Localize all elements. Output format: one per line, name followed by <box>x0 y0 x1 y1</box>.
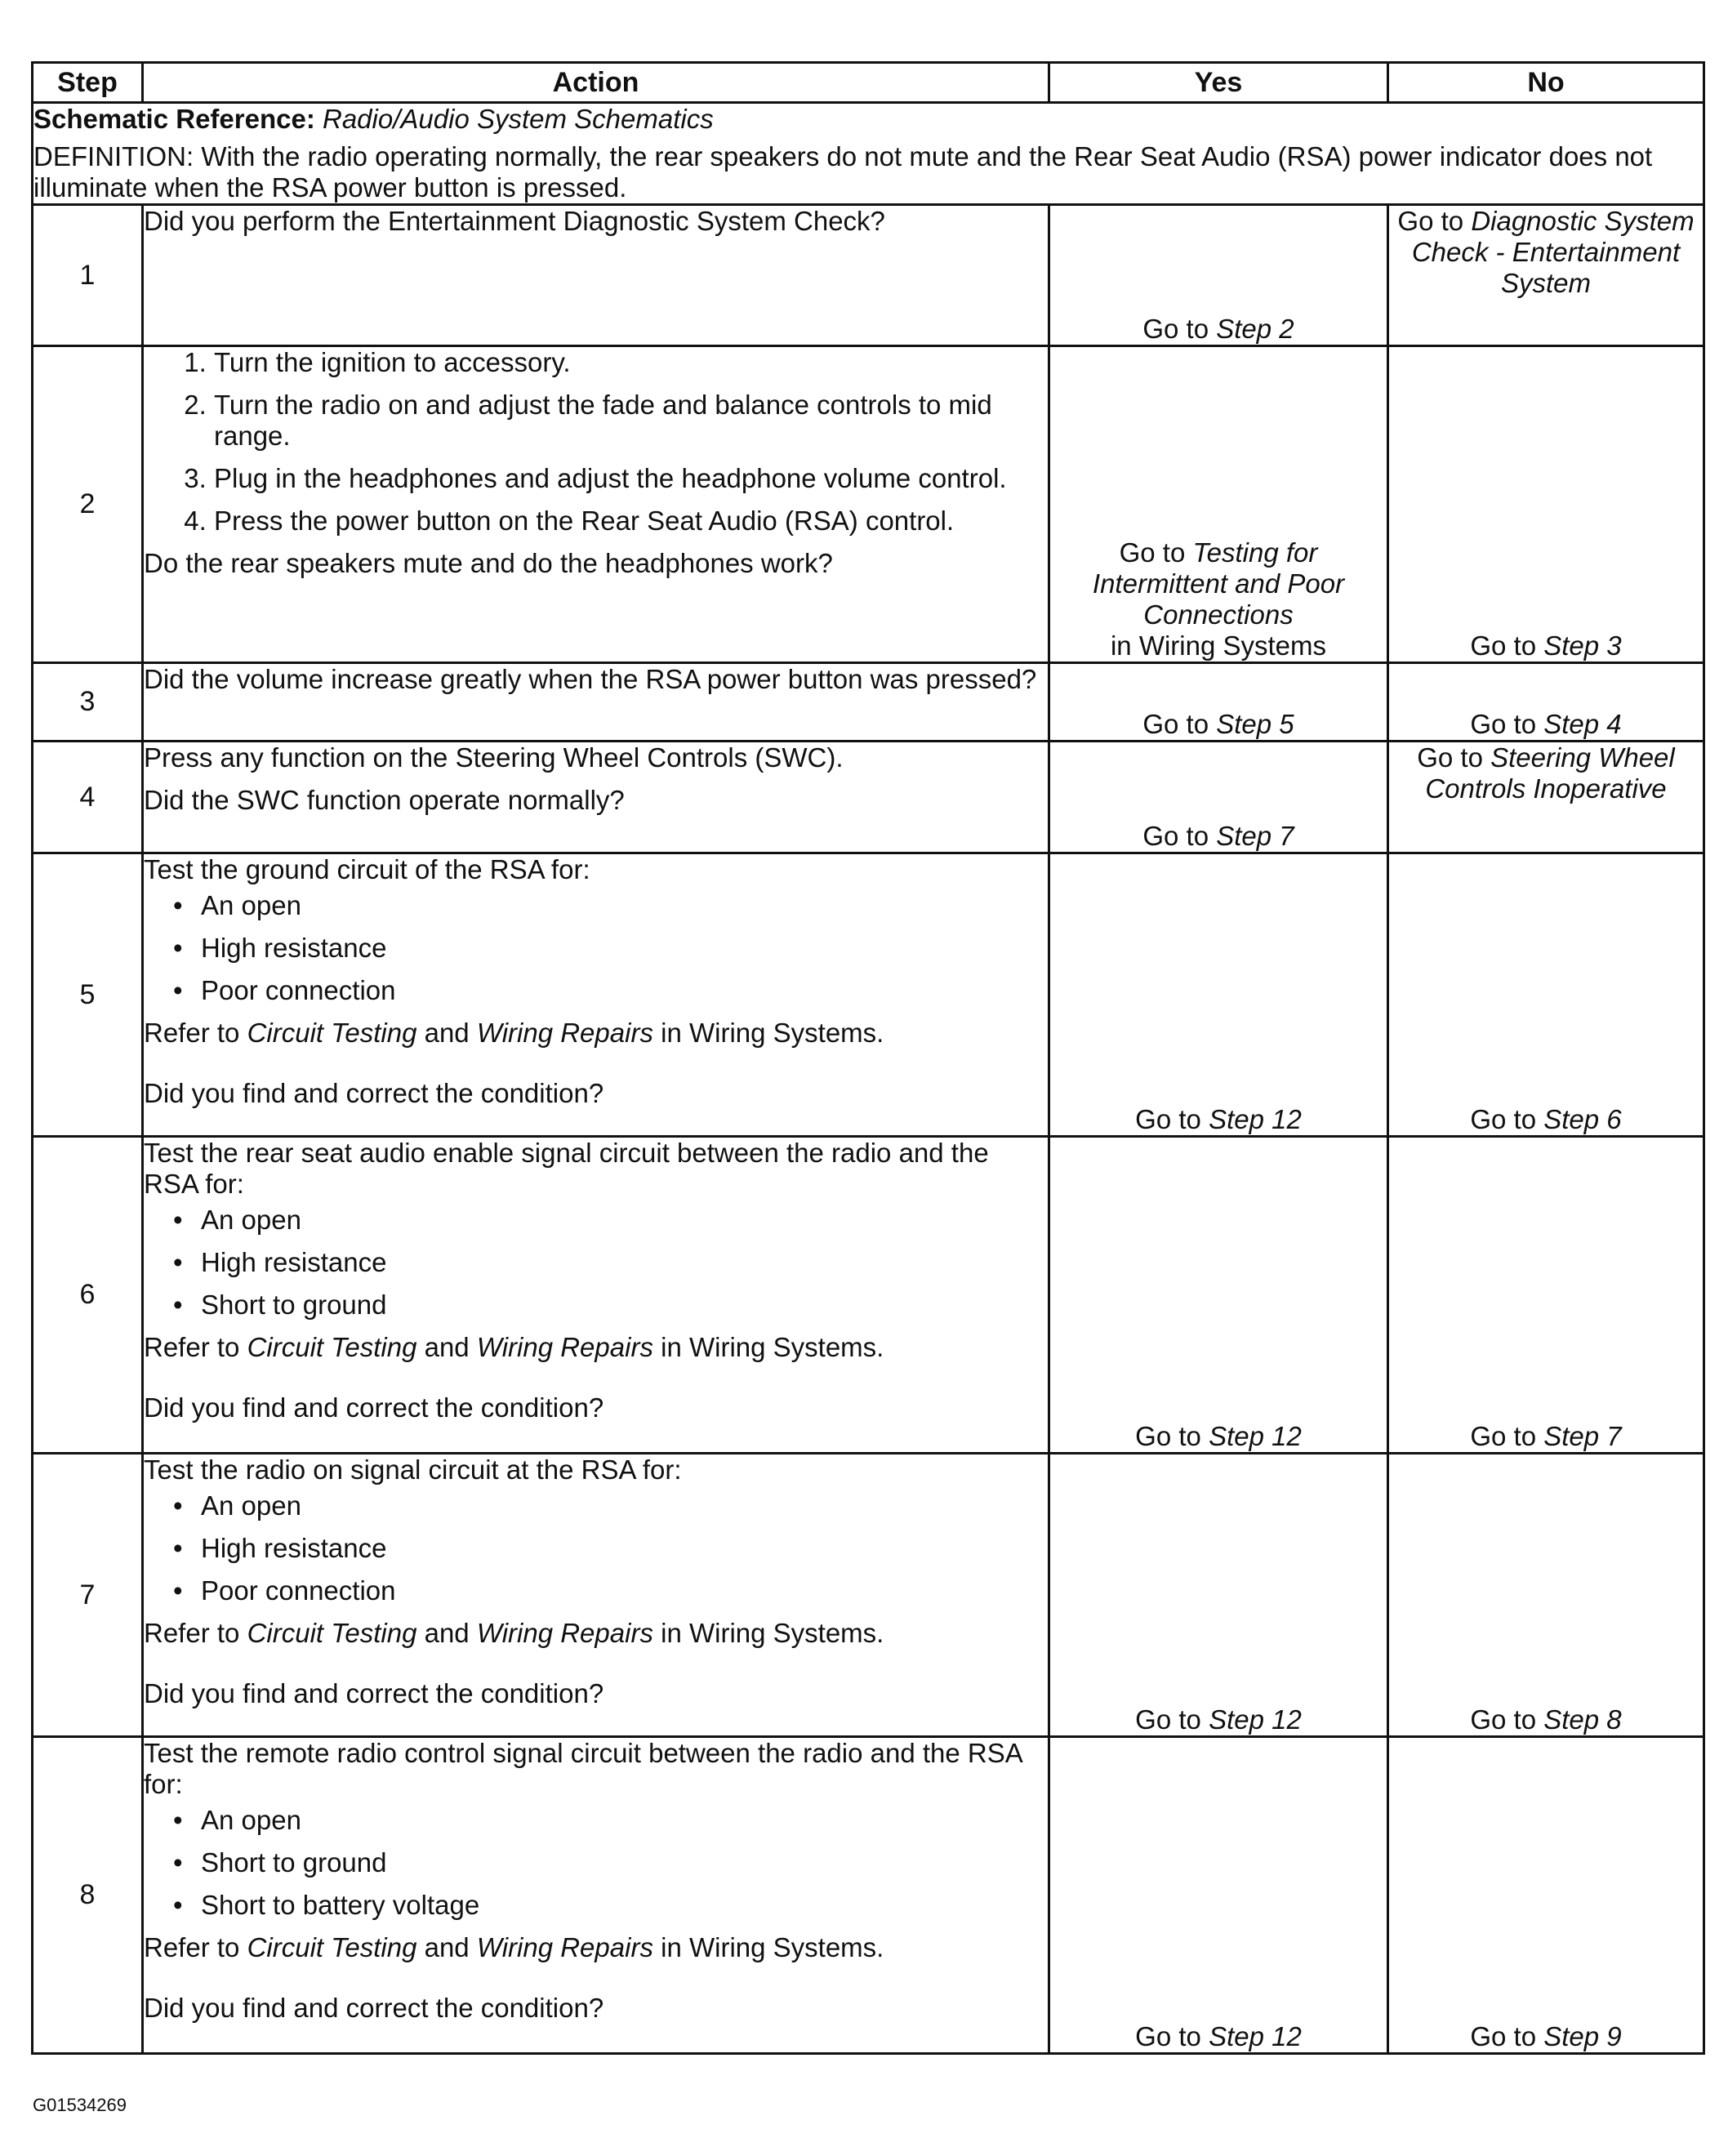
step-number: 8 <box>33 1737 143 2054</box>
step-question: Did you find and correct the condition? <box>144 1993 604 2023</box>
step-instruction: Test the radio on signal circuit at the RSA for: <box>144 1454 682 1485</box>
refer-prefix: Refer to <box>144 1018 247 1048</box>
no-target: Step 4 <box>1543 709 1622 739</box>
reference-row <box>33 103 1704 205</box>
yes-target: Step 5 <box>1216 709 1294 739</box>
refer-link-wiring-repairs: Wiring Repairs <box>476 1618 653 1648</box>
list-item: • An open <box>201 1205 1048 1236</box>
table-row <box>33 1454 1704 1737</box>
step-question: Did you find and correct the condition? <box>144 1392 604 1423</box>
numbered-list <box>144 347 1048 537</box>
step-number: 6 <box>33 1137 143 1454</box>
list-item: • Short to ground <box>201 1847 1048 1878</box>
yes-target: Testing for Intermittent and Poor Connections <box>1092 537 1345 630</box>
no-cell <box>1388 853 1704 1137</box>
step-number: 5 <box>33 853 143 1137</box>
no-cell <box>1388 205 1704 346</box>
schematic-label: Schematic Reference: <box>33 104 315 134</box>
no-target: Steering Wheel Controls Inoperative <box>1425 742 1675 804</box>
list-item: • High resistance <box>201 933 1048 964</box>
action-cell <box>143 853 1049 1137</box>
step-instruction: Test the ground circuit of the RSA for: <box>144 854 590 884</box>
table-row <box>33 853 1704 1137</box>
no-target: Step 9 <box>1543 2021 1622 2051</box>
schematic-reference <box>33 104 1703 135</box>
no-prefix: Go to <box>1417 742 1491 773</box>
list-item: 2. Turn the radio on and adjust the fade and balance controls to mid range. <box>214 390 1048 452</box>
step-number: 1 <box>33 205 143 346</box>
step-question: Did the volume increase greatly when the RSA power button was pressed? <box>144 664 1037 694</box>
table-row <box>33 1137 1704 1454</box>
step-instruction: Test the rear seat audio enable signal circuit between the radio and the RSA for: <box>144 1138 989 1199</box>
yes-prefix: Go to <box>1142 709 1217 739</box>
refer-and: and <box>416 1332 477 1362</box>
bullet-list <box>144 1205 1048 1321</box>
list-item: • Short to battery voltage <box>201 1890 1048 1921</box>
reference-cell <box>33 103 1704 205</box>
step-question: Did the SWC function operate normally? <box>144 785 625 815</box>
no-cell <box>1388 663 1704 742</box>
refer-prefix: Refer to <box>144 1618 247 1648</box>
refer-link-wiring-repairs: Wiring Repairs <box>476 1932 653 1962</box>
yes-prefix: Go to <box>1135 1104 1209 1134</box>
step-number: 2 <box>33 346 143 663</box>
no-cell <box>1388 1454 1704 1737</box>
list-item: 3. Plug in the headphones and adjust the headphone volume control. <box>214 463 1048 494</box>
yes-cell <box>1049 663 1388 742</box>
table-row <box>33 205 1704 346</box>
figure-id: G01534269 <box>33 2095 127 2115</box>
no-prefix: Go to <box>1470 1104 1544 1134</box>
list-item: • Poor connection <box>201 1575 1048 1606</box>
header-no: No <box>1388 63 1704 103</box>
yes-target: Step 2 <box>1216 314 1294 344</box>
yes-suffix: in Wiring Systems <box>1110 630 1327 661</box>
schematic-value: Radio/Audio System Schematics <box>323 104 714 134</box>
refer-suffix: in Wiring Systems. <box>652 1018 884 1048</box>
no-cell <box>1388 742 1704 853</box>
no-cell <box>1388 1737 1704 2054</box>
refer-line <box>144 1332 1048 1363</box>
refer-and: and <box>416 1018 477 1048</box>
no-prefix: Go to <box>1470 630 1544 661</box>
yes-cell <box>1049 853 1388 1137</box>
table-row <box>33 346 1704 663</box>
action-cell <box>143 346 1049 663</box>
table-header-row <box>33 63 1704 103</box>
action-cell <box>143 1137 1049 1454</box>
action-cell <box>143 1454 1049 1737</box>
step-question: Did you find and correct the condition? <box>144 1678 604 1708</box>
yes-cell <box>1049 742 1388 853</box>
no-target: Step 6 <box>1543 1104 1622 1134</box>
step-instruction: Test the remote radio control signal circuit between the radio and the RSA for: <box>144 1738 1022 1799</box>
refer-line <box>144 1618 1048 1649</box>
no-target: Step 3 <box>1543 630 1622 661</box>
action-cell <box>143 742 1049 853</box>
yes-target: Step 12 <box>1209 1104 1302 1134</box>
header-step: Step <box>33 63 143 103</box>
step-number: 3 <box>33 663 143 742</box>
step-number: 4 <box>33 742 143 853</box>
yes-cell <box>1049 1137 1388 1454</box>
diagnostic-table <box>31 61 1705 2055</box>
no-cell <box>1388 346 1704 663</box>
yes-prefix: Go to <box>1135 2021 1209 2051</box>
no-target: Diagnostic System Check - Entertainment System <box>1411 206 1695 298</box>
no-target: Step 8 <box>1543 1704 1622 1735</box>
header-yes: Yes <box>1049 63 1388 103</box>
yes-target: Step 12 <box>1209 1421 1302 1451</box>
step-question: Did you perform the Entertainment Diagnostic System Check? <box>144 206 885 236</box>
step-instruction: Press any function on the Steering Wheel Controls (SWC). <box>144 742 844 773</box>
yes-target: Step 12 <box>1209 1704 1302 1735</box>
refer-suffix: in Wiring Systems. <box>652 1932 884 1962</box>
list-item: • Poor connection <box>201 975 1048 1006</box>
action-cell <box>143 205 1049 346</box>
yes-cell <box>1049 205 1388 346</box>
refer-prefix: Refer to <box>144 1332 247 1362</box>
yes-prefix: Go to <box>1119 537 1193 568</box>
bullet-list <box>144 1805 1048 1921</box>
refer-link-circuit-testing: Circuit Testing <box>247 1618 417 1648</box>
definition-text: DEFINITION: With the radio operating normally, the rear speakers do not mute and the Rear Seat Audio (RSA) power indicator does not illuminate when the RSA power button is pressed. <box>33 141 1653 203</box>
yes-target: Step 12 <box>1209 2021 1302 2051</box>
no-prefix: Go to <box>1470 1421 1544 1451</box>
list-item: 1. Turn the ignition to accessory. <box>214 347 1048 378</box>
no-cell <box>1388 1137 1704 1454</box>
no-prefix: Go to <box>1470 709 1544 739</box>
list-item: 4. Press the power button on the Rear Seat Audio (RSA) control. <box>214 506 1048 537</box>
refer-link-circuit-testing: Circuit Testing <box>247 1932 417 1962</box>
no-prefix: Go to <box>1470 1704 1544 1735</box>
refer-suffix: in Wiring Systems. <box>652 1618 884 1648</box>
no-target: Step 7 <box>1543 1421 1622 1451</box>
list-item: • High resistance <box>201 1533 1048 1564</box>
refer-line <box>144 1932 1048 1963</box>
yes-prefix: Go to <box>1135 1704 1209 1735</box>
refer-link-circuit-testing: Circuit Testing <box>247 1332 417 1362</box>
yes-prefix: Go to <box>1135 1421 1209 1451</box>
refer-line <box>144 1018 1048 1049</box>
list-item: • High resistance <box>201 1247 1048 1278</box>
action-cell <box>143 1737 1049 2054</box>
step-question: Do the rear speakers mute and do the headphones work? <box>144 548 833 578</box>
no-prefix: Go to <box>1470 2021 1544 2051</box>
step-number: 7 <box>33 1454 143 1737</box>
yes-cell <box>1049 1454 1388 1737</box>
bullet-list <box>144 1490 1048 1606</box>
list-item: • Short to ground <box>201 1290 1048 1321</box>
yes-target: Step 7 <box>1216 821 1294 851</box>
list-item: • An open <box>201 890 1048 921</box>
refer-link-wiring-repairs: Wiring Repairs <box>476 1018 653 1048</box>
yes-cell <box>1049 1737 1388 2054</box>
step-question: Did you find and correct the condition? <box>144 1078 604 1108</box>
refer-and: and <box>416 1618 477 1648</box>
refer-prefix: Refer to <box>144 1932 247 1962</box>
list-item: • An open <box>201 1490 1048 1521</box>
refer-suffix: in Wiring Systems. <box>652 1332 884 1362</box>
action-cell <box>143 663 1049 742</box>
table-row <box>33 663 1704 742</box>
no-prefix: Go to <box>1397 206 1472 236</box>
yes-prefix: Go to <box>1142 821 1217 851</box>
table-row <box>33 1737 1704 2054</box>
yes-prefix: Go to <box>1142 314 1217 344</box>
header-action: Action <box>143 63 1049 103</box>
table-row <box>33 742 1704 853</box>
bullet-list <box>144 890 1048 1006</box>
refer-link-circuit-testing: Circuit Testing <box>247 1018 417 1048</box>
yes-cell <box>1049 346 1388 663</box>
list-item: • An open <box>201 1805 1048 1836</box>
refer-and: and <box>416 1932 477 1962</box>
refer-link-wiring-repairs: Wiring Repairs <box>476 1332 653 1362</box>
